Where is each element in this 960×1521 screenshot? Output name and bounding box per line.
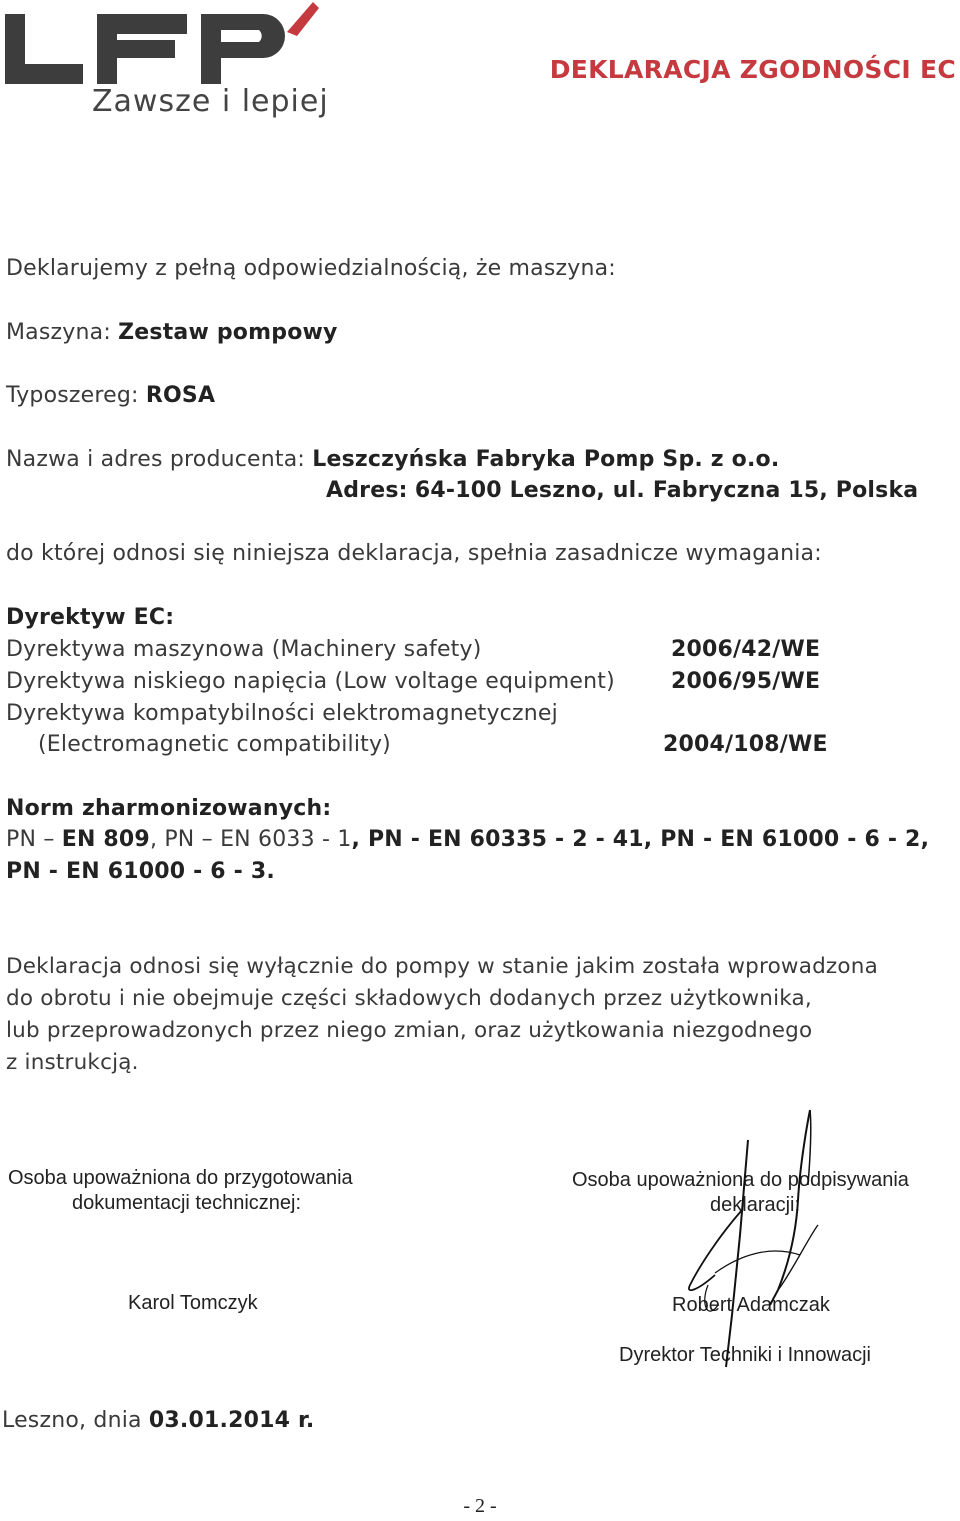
machine-value: Zestaw pompowy	[118, 320, 338, 345]
page-number: - 2 -	[463, 1495, 497, 1517]
norm-sep: PN –	[6, 827, 62, 852]
producer-row	[6, 447, 779, 472]
handwritten-signature	[660, 1105, 860, 1370]
series-label: Typoszereg:	[6, 383, 139, 408]
directive-code: 2006/95/WE	[671, 669, 821, 694]
right-signatory-heading-2: deklaracji:	[710, 1194, 801, 1216]
norm-sep: , PN –	[149, 827, 221, 852]
machine-row	[6, 320, 338, 345]
norm-code: EN 809	[61, 827, 150, 852]
brand-tagline: Zawsze i lepiej	[92, 84, 329, 119]
requirements-intro: do której odnosi się niniejsza deklaracja, spełnia zasadnicze wymagania:	[6, 541, 822, 566]
lfp-logo	[5, 2, 325, 88]
disclaimer-line: do obrotu i nie obejmuje części składowych dodanych przez użytkownika,	[6, 986, 812, 1011]
left-signatory-heading: Osoba upoważniona do przygotowania	[8, 1167, 353, 1189]
right-signatory-name: Robert Adamczak	[672, 1294, 830, 1316]
norms-line-1	[6, 827, 929, 852]
norm-code: EN 61000 - 6 - 3.	[66, 859, 275, 884]
directive-name: Dyrektywa kompatybilności elektromagnetycznej	[6, 701, 558, 726]
disclaimer-line: Deklaracja odnosi się wyłącznie do pompy w stanie jakim została wprowadzona	[6, 954, 878, 979]
machine-label: Maszyna:	[6, 320, 111, 345]
left-signatory-name: Karol Tomczyk	[128, 1292, 258, 1314]
right-signatory-role: Dyrektor Techniki i Innowacji	[619, 1344, 871, 1366]
place-date	[2, 1408, 314, 1433]
norm-sep: , PN -	[643, 827, 721, 852]
directive-code: 2006/42/WE	[671, 637, 821, 662]
directive-name: Dyrektywa maszynowa (Machinery safety)	[6, 637, 482, 662]
norms-heading: Norm zharmonizowanych:	[6, 796, 332, 821]
document-title: DEKLARACJA ZGODNOŚCI EC	[549, 55, 956, 84]
directive-name-sub: (Electromagnetic compatibility)	[38, 732, 391, 757]
directive-code: 2004/108/WE	[663, 732, 828, 757]
place-date-label: Leszno, dnia	[2, 1408, 142, 1433]
norm-code: EN 6033 - 1	[220, 827, 352, 852]
producer-address-value: 64-100 Leszno, ul. Fabryczna 15, Polska	[414, 478, 919, 503]
place-date-value: 03.01.2014 r.	[148, 1408, 315, 1433]
norm-sep: PN -	[6, 859, 66, 884]
producer-name: Leszczyńska Fabryka Pomp Sp. z o.o.	[312, 447, 780, 472]
disclaimer-line: z instrukcją.	[6, 1050, 139, 1075]
norm-sep: ,	[920, 827, 930, 852]
series-row	[6, 383, 215, 408]
disclaimer-line: lub przeprowadzonych przez niego zmian, oraz użytkowania niezgodnego	[6, 1018, 813, 1043]
directives-heading: Dyrektyw EC:	[6, 605, 175, 630]
intro-text: Deklarujemy z pełną odpowiedzialnością, że maszyna:	[6, 256, 616, 281]
norm-code: EN 61000 - 6 - 2	[720, 827, 921, 852]
norms-line-2	[6, 859, 275, 884]
right-signatory-heading: Osoba upoważniona do podpisywania	[572, 1169, 909, 1191]
directive-name: Dyrektywa niskiego napięcia (Low voltage equipment)	[6, 669, 615, 694]
producer-label: Nazwa i adres producenta:	[6, 447, 306, 472]
norm-code: EN 60335 - 2 - 41	[427, 827, 644, 852]
producer-address-label: Adres:	[326, 478, 408, 503]
producer-address-row	[326, 478, 918, 503]
norm-sep: , PN -	[351, 827, 428, 852]
left-signatory-heading-2: dokumentacji technicznej:	[72, 1192, 302, 1214]
series-value: ROSA	[145, 383, 216, 408]
